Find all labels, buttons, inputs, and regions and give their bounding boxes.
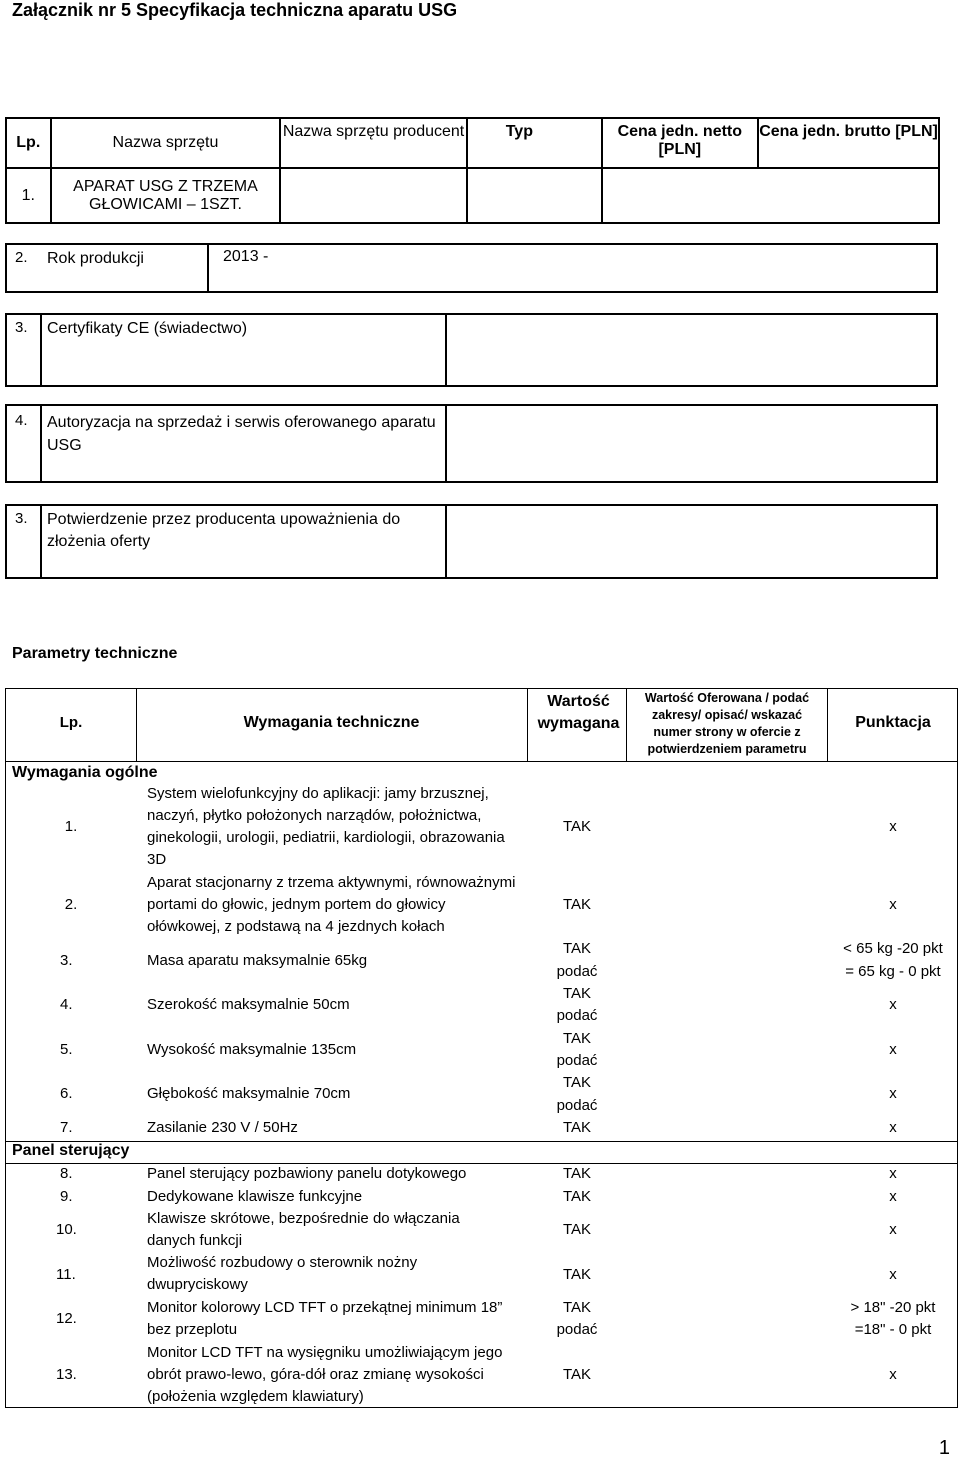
header-name: Nazwa sprzętu (51, 118, 281, 168)
params-header-offered-value: Wartość Oferowana / podać zakresy/ opisać/ wskazać numer strony w ofercie z potwierdzeniem parametru (644, 691, 810, 756)
row-score: x (889, 896, 897, 913)
row-required-value-fill: podać (556, 1007, 598, 1024)
params-header-lp: Lp. (59, 714, 83, 731)
group-panel-title: Panel sterujący (12, 1142, 130, 1159)
row-number: 2. (15, 249, 28, 266)
authorization-row (5, 404, 938, 483)
row-requirement: Monitor kolorowy LCD TFT o przekątnej minimum 18” bez przeplotu (147, 1299, 503, 1338)
row-lp: 11. (56, 1266, 76, 1283)
producer-confirmation-label-line1: Potwierdzenie przez producenta upoważnienia do (47, 511, 401, 528)
row-producer-cell[interactable] (280, 168, 466, 223)
row-requirement: Klawisze skrótowe, bezpośrednie do włączania danych funkcji (147, 1210, 460, 1249)
row-score: x (889, 1221, 897, 1238)
row-score: x (889, 1041, 897, 1058)
page-number: 1 (938, 1437, 950, 1459)
row-required-value: TAK (562, 1299, 592, 1316)
row-lp: 1. (6, 168, 51, 223)
row-requirement: Aparat stacjonarny z trzema aktywnymi, równoważnymi portami do głowic, jednym portem do głowicy ołówkowej, z podstawą na 4 jezdnych kołach (147, 874, 516, 935)
row-score-line2: =18" - 0 pkt (854, 1321, 932, 1338)
equipment-table (5, 117, 940, 224)
ce-certificates-row (5, 313, 938, 387)
header-net-price: Cena jedn. netto [PLN] (602, 118, 758, 168)
row-requirement: Wysokość maksymalnie 135cm (147, 1041, 357, 1058)
row-name: APARAT USG Z TRZEMA GŁOWICAMI – 1SZT. (51, 168, 281, 223)
row-lp: 12. (56, 1310, 77, 1327)
row-required-value: TAK (562, 1165, 592, 1182)
row-score: x (889, 1165, 897, 1182)
row-score: x (889, 1119, 897, 1136)
authorization-label-line1: Autoryzacja na sprzedaż i serwis oferowanego aparatu (47, 414, 436, 431)
row-requirement: Możliwość rozbudowy o sterownik nożny dwupryciskowy (147, 1254, 418, 1293)
row-score-line2: = 65 kg - 0 pkt (845, 963, 941, 980)
row-score: x (889, 1366, 897, 1383)
row-score: x (889, 996, 897, 1013)
row-required-value-fill: podać (556, 1097, 598, 1114)
row-requirement: Dedykowane klawisze funkcyjne (147, 1188, 363, 1205)
row-gross-cell[interactable] (758, 168, 939, 223)
row-lp: 3. (60, 952, 73, 969)
header-lp: Lp. (6, 118, 51, 168)
row-lp: 7. (60, 1119, 73, 1136)
row-required-value: TAK (562, 1366, 592, 1383)
row-lp: 8. (60, 1165, 73, 1182)
row-score: x (889, 818, 897, 835)
params-header-requirements: Wymagania techniczne (243, 714, 420, 731)
row-required-value: TAK (562, 1119, 592, 1136)
row-requirement: Panel sterujący pozbawiony panelu dotykowego (147, 1165, 467, 1182)
row-lp: 4. (60, 996, 73, 1013)
row-score: < 65 kg -20 pkt (843, 940, 943, 957)
params-section-title: Parametry techniczne (12, 645, 178, 662)
row-requirement: Szerokość maksymalnie 50cm (147, 996, 350, 1013)
row-required-value: TAK (562, 1074, 592, 1091)
header-type: Typ (467, 118, 602, 168)
row-required-value: TAK (562, 1188, 592, 1205)
row-required-value-fill: podać (556, 1321, 598, 1338)
row-net-cell[interactable] (602, 168, 758, 223)
row-lp: 9. (60, 1188, 73, 1205)
technical-params-table (5, 688, 958, 1408)
row-required-value-fill: podać (556, 1052, 598, 1069)
row-required-value-fill: podać (556, 963, 598, 980)
row-required-value: TAK (562, 1266, 592, 1283)
document-title: Załącznik nr 5 Specyfikacja techniczna aparatu USG (12, 0, 458, 20)
header-producer: Nazwa sprzętu producent (280, 118, 466, 168)
row-lp: 13. (56, 1366, 77, 1383)
group-general-title: Wymagania ogólne (12, 764, 158, 781)
authorization-label-line2: USG (47, 437, 82, 454)
row-required-value: TAK (562, 818, 592, 835)
producer-confirmation-label-line2: złożenia oferty (47, 533, 151, 550)
row-lp: 2. (64, 896, 78, 913)
row-requirement: Głębokość maksymalnie 70cm (147, 1085, 351, 1102)
row-number: 3. (15, 319, 28, 336)
row-required-value: TAK (562, 985, 592, 1002)
production-year-row (5, 243, 938, 293)
row-lp: 1. (64, 818, 78, 835)
row-lp: 5. (60, 1041, 73, 1058)
params-header-required-value: Wartość wymagana (537, 693, 620, 732)
row-requirement: Zasilanie 230 V / 50Hz (147, 1119, 298, 1136)
row-lp: 10. (56, 1221, 77, 1238)
production-year-value: 2013 - (223, 248, 269, 265)
row-requirement: System wielofunkcyjny do aplikacji: jamy brzusznej, naczyń, płytko położonych narządów, położnictwa, ginekologii, urologii, pediatrii, kardiologii, obrazowania 3D (147, 785, 505, 868)
ce-certificates-label: Certyfikaty CE (świadectwo) (47, 320, 248, 337)
header-gross-price: Cena jedn. brutto [PLN] (758, 118, 939, 168)
params-header-score: Punktacja (855, 714, 931, 731)
row-score: > 18" -20 pkt (850, 1299, 936, 1316)
row-number: 4. (15, 412, 28, 429)
row-required-value: TAK (562, 1030, 592, 1047)
production-year-label: Rok produkcji (47, 250, 144, 267)
row-lp: 6. (60, 1085, 73, 1102)
row-type-cell[interactable] (467, 168, 602, 223)
row-score: x (889, 1085, 897, 1102)
row-requirement: Masa aparatu maksymalnie 65kg (147, 952, 368, 969)
row-required-value: TAK (562, 896, 592, 913)
row-score: x (889, 1266, 897, 1283)
row-score: x (889, 1188, 897, 1205)
row-required-value: TAK (562, 940, 592, 957)
row-number: 3. (15, 510, 28, 527)
row-required-value: TAK (562, 1221, 592, 1238)
producer-confirmation-row (5, 504, 938, 579)
row-requirement: Monitor LCD TFT na wysięgniku umożliwiającym jego obrót prawo-lewo, góra-dół oraz zmianę wysokości (położenia względem klawiatury) (147, 1344, 503, 1405)
